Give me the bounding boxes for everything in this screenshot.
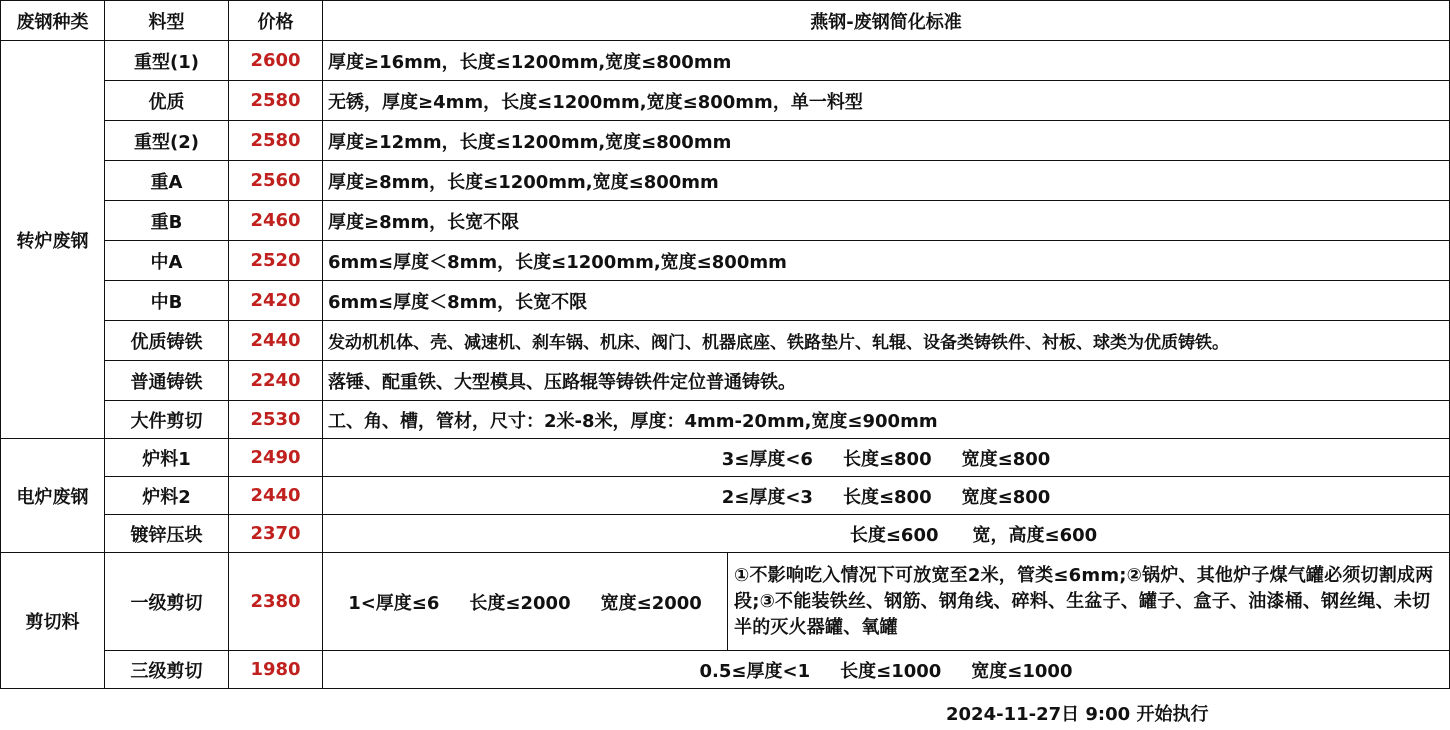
price-cell: 2440 — [229, 321, 323, 361]
spec-width: 宽度≤2000 — [600, 592, 702, 614]
spec-length: 长度≤800 — [842, 486, 932, 508]
price-cell: 2460 — [229, 201, 323, 241]
header-row — [1, 1, 1450, 41]
table-row — [1, 321, 1450, 361]
price-cell: 2380 — [229, 553, 323, 651]
effective-date: 2024-11-27日 9:00 开始执行 — [946, 704, 1209, 725]
spec-cell — [323, 477, 1450, 515]
spec-thickness: 1<厚度≤6 — [348, 592, 440, 614]
header-material: 料型 — [105, 1, 229, 41]
spec-cell: 工、角、槽，管材，尺寸：2米-8米，厚度：4mm-20mm,宽度≤900mm — [323, 401, 1450, 439]
material-cell: 一级剪切 — [105, 553, 229, 651]
spec-thickness: 2≤厚度<3 — [721, 486, 813, 508]
spec-length: 长度≤1000 — [840, 660, 942, 682]
price-cell: 2490 — [229, 439, 323, 477]
spec-width-height: 宽，高度≤600 — [972, 524, 1098, 546]
price-cell: 2520 — [229, 241, 323, 281]
table-row — [1, 41, 1450, 81]
table-row — [1, 553, 1450, 651]
spec-thickness: 0.5≤厚度<1 — [699, 660, 811, 682]
table-row — [1, 201, 1450, 241]
material-cell: 重A — [105, 161, 229, 201]
material-cell: 优质铸铁 — [105, 321, 229, 361]
spec-cell: 无锈，厚度≥4mm，长度≤1200mm,宽度≤800mm，单一料型 — [323, 81, 1450, 121]
group-name: 转炉废钢 — [1, 41, 105, 439]
header-category: 废钢种类 — [1, 1, 105, 41]
table-row — [1, 361, 1450, 401]
material-cell: 重B — [105, 201, 229, 241]
spec-cell — [323, 553, 728, 651]
price-cell: 2580 — [229, 121, 323, 161]
group-name: 剪切料 — [1, 553, 105, 689]
table-row — [1, 651, 1450, 689]
material-cell: 镀锌压块 — [105, 515, 229, 553]
table-row — [1, 161, 1450, 201]
spec-length: 长度≤800 — [842, 448, 932, 470]
price-cell: 2560 — [229, 161, 323, 201]
note-cell: ①不影响吃入情况下可放宽至2米，管类≤6mm;②锅炉、其他炉子煤气罐必须切割成两段;③不能装铁丝、钢筋、钢角线、碎料、生盆子、罐子、盒子、油漆桶、钢丝绳、未切半的灭火器罐、氧罐 — [728, 553, 1450, 651]
spec-thickness: 3≤厚度<6 — [721, 448, 813, 470]
table-row — [1, 477, 1450, 515]
price-cell: 2530 — [229, 401, 323, 439]
table-row — [1, 515, 1450, 553]
table-row — [1, 439, 1450, 477]
table-row — [1, 281, 1450, 321]
price-cell: 1980 — [229, 651, 323, 689]
material-cell: 炉料1 — [105, 439, 229, 477]
spec-cell: 厚度≥8mm，长宽不限 — [323, 201, 1450, 241]
price-cell: 2600 — [229, 41, 323, 81]
material-cell: 三级剪切 — [105, 651, 229, 689]
spec-cell: 6mm≤厚度＜8mm，长宽不限 — [323, 281, 1450, 321]
spec-width: 宽度≤800 — [961, 448, 1051, 470]
spec-cell: 厚度≥16mm，长度≤1200mm,宽度≤800mm — [323, 41, 1450, 81]
spec-cell: 厚度≥8mm，长度≤1200mm,宽度≤800mm — [323, 161, 1450, 201]
table-row — [1, 81, 1450, 121]
spec-width: 宽度≤800 — [961, 486, 1051, 508]
material-cell: 优质 — [105, 81, 229, 121]
spec-cell: 发动机机体、壳、减速机、刹车锅、机床、阀门、机器底座、铁路垫片、轧辊、设备类铸铁件、衬板、球类为优质铸铁。 — [323, 321, 1450, 361]
price-cell: 2440 — [229, 477, 323, 515]
spec-cell — [323, 651, 1450, 689]
spec-length: 长度≤2000 — [469, 592, 571, 614]
material-cell: 重型(2) — [105, 121, 229, 161]
header-price: 价格 — [229, 1, 323, 41]
price-cell: 2420 — [229, 281, 323, 321]
group-name: 电炉废钢 — [1, 439, 105, 553]
spec-length: 长度≤600 — [849, 524, 939, 546]
table-row — [1, 241, 1450, 281]
spec-width: 宽度≤1000 — [971, 660, 1073, 682]
material-cell: 中A — [105, 241, 229, 281]
table-row — [1, 401, 1450, 439]
material-cell: 重型(1) — [105, 41, 229, 81]
table-row — [1, 121, 1450, 161]
material-cell: 大件剪切 — [105, 401, 229, 439]
spec-cell — [323, 439, 1450, 477]
spec-cell: 6mm≤厚度＜8mm，长度≤1200mm,宽度≤800mm — [323, 241, 1450, 281]
header-standard: 燕钢-废钢简化标准 — [323, 1, 1450, 41]
spec-cell — [323, 515, 1450, 553]
price-cell: 2580 — [229, 81, 323, 121]
price-cell: 2240 — [229, 361, 323, 401]
spec-cell: 厚度≥12mm，长度≤1200mm,宽度≤800mm — [323, 121, 1450, 161]
price-cell: 2370 — [229, 515, 323, 553]
spec-cell: 落锤、配重铁、大型模具、压路辊等铸铁件定位普通铸铁。 — [323, 361, 1450, 401]
material-cell: 炉料2 — [105, 477, 229, 515]
material-cell: 普通铸铁 — [105, 361, 229, 401]
material-cell: 中B — [105, 281, 229, 321]
